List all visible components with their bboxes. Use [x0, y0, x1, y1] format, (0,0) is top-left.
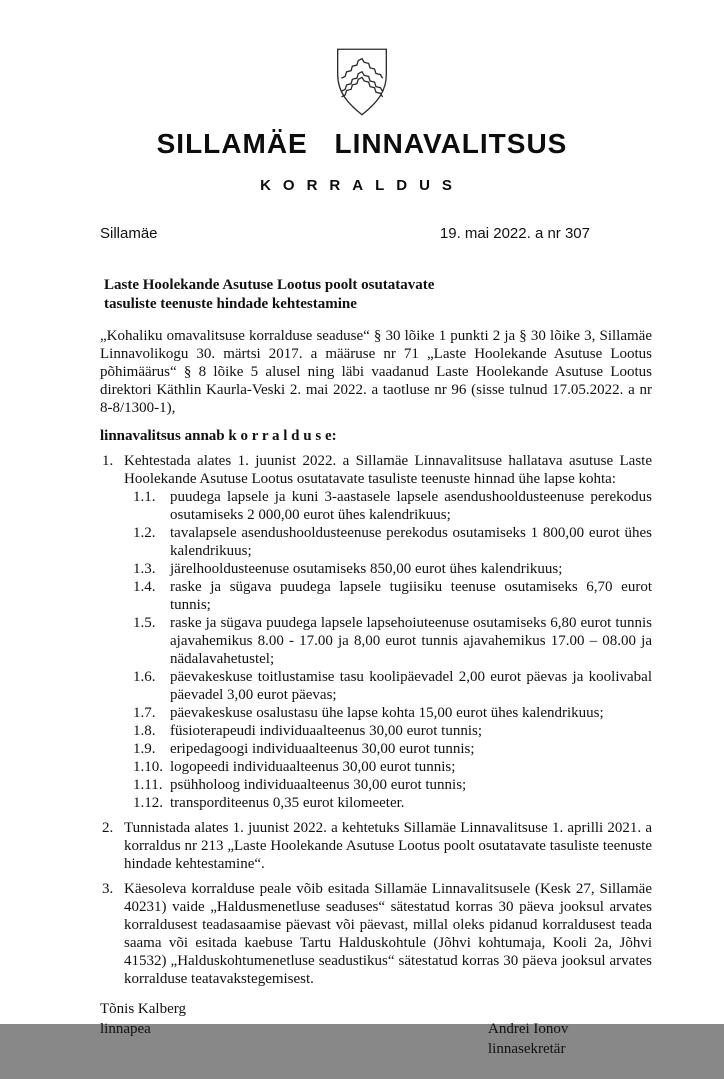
- subitem-text: päevakeskuse toitlustamise tasu koolipäevadel 2,00 eurot päevas ja koolivabal päevadel 3,00 eurot päevas;: [170, 669, 652, 703]
- subitem-number: 1.7.: [133, 705, 156, 721]
- signature-block: [100, 999, 652, 1079]
- preamble-paragraph: „Kohaliku omavalitsuse korralduse seaduse“ § 30 lõike 1 punkti 2 ja § 30 lõike 3, Sillamäe Linnavolikogu 30. märtsi 2017. a määruse nr 71 „Laste Hoolekande Asutuse Lootus põhimäärus“ § 8 lõike 5 alusel ning läbi vaadanud Laste Hoolekande Asutuse Lootus direktori Käthlin Kaurla-Veski 2. mai 2022. a taotluse nr 96 (sisse tulnud 17.05.2022. a nr 8-8/1300-1),: [100, 328, 652, 416]
- item-number: 1.: [102, 453, 114, 469]
- item-text: Tunnistada alates 1. juunist 2022. a kehtetuks Sillamäe Linnavalitsuse 1. aprilli 2021. a korraldus nr 213 „Laste Hoolekande Asutuse Lootus poolt osutatavate tasuliste teenuste hindade kehtestamine“.: [124, 820, 652, 872]
- subitem-number: 1.8.: [133, 723, 156, 739]
- subitem-number: 1.9.: [133, 741, 156, 757]
- subitem-number: 1.2.: [133, 525, 156, 541]
- subitem-text: puudega lapsele ja kuni 3-aastasele lapsele asendushooldusteenuse perekodus osutamiseks 2 000,00 eurot ühes kalendrikuus;: [170, 489, 652, 523]
- signer-name: Tõnis Kalberg: [100, 1001, 186, 1017]
- organization-title: SILLAMÄE LINNAVALITSUS: [156, 128, 568, 159]
- place-label: Sillamäe: [100, 225, 158, 242]
- subitem-number: 1.11.: [133, 777, 163, 793]
- list-subitem: [133, 578, 652, 614]
- subitem-number: 1.5.: [133, 615, 156, 631]
- list-subitem: [133, 794, 652, 812]
- place-date-row: [100, 225, 590, 243]
- list-item: [100, 452, 652, 488]
- item-body: [124, 880, 652, 988]
- subitem-number: 1.12.: [133, 795, 163, 811]
- list-subitem: [133, 776, 652, 794]
- list-subitem: [133, 722, 652, 740]
- list-subitem: [133, 740, 652, 758]
- item-text: Kehtestada alates 1. juunist 2022. a Sillamäe Linnavalitsuse hallatava asutuse Laste Hoolekande Asutuse Lootus osutatavate tasuliste teenuste hinnad ühe lapse kohta:: [124, 453, 652, 487]
- subitem-number: 1.10.: [133, 759, 163, 775]
- subitem-text: järelhooldusteenuse osutamiseks 850,00 eurot ühes kalendrikuus;: [170, 561, 563, 577]
- list-item: [100, 819, 652, 873]
- subitem-text: päevakeskuse osalustasu ühe lapse kohta 15,00 eurot ühes kalendrikuus;: [170, 705, 604, 721]
- signer-title: linnasekretär: [488, 1041, 566, 1057]
- list-item: [100, 880, 652, 988]
- subject-heading: Laste Hoolekande Asutuse Lootus poolt osutatavate tasuliste teenuste hindade kehtestamine: [104, 277, 435, 312]
- subitem-number: 1.6.: [133, 669, 156, 685]
- list-subitem: [133, 488, 652, 524]
- item-body: [124, 819, 652, 873]
- list-subitem: [133, 668, 652, 704]
- item-text: Käesoleva korralduse peale võib esitada Sillamäe Linnavalitsusele (Kesk 27, Sillamäe 40231) vaide „Haldusmenetluse seaduses“ sätestatud korras 30 päeva jooksul arvates korraldusest teadasaamise päevast või päevast, millal oleks pidanud korraldusest teada saama või esitada kaebuse Tartu Halduskohtule (Jõhvi kohtumaja, Kooli 2a, Jõhvi 41532) „Halduskohtumenetluse seadustikus“ sätestatud korras 30 päeva jooksul arvates korralduse teatavakstegemisest.: [124, 881, 652, 987]
- resolution-intro: linnavalitsus annab k o r r a l d u s e:: [100, 428, 337, 444]
- subitem-text: füsioterapeudi individuaalteenus 30,00 eurot tunnis;: [170, 723, 483, 739]
- item-body: [124, 452, 652, 488]
- subitem-text: raske ja sügava puudega lapsele tugiisiku teenuse osutamiseks 6,70 eurot tunnis;: [170, 579, 652, 613]
- signature-left: [100, 999, 186, 1039]
- subitem-text: logopeedi individuaalteenus 30,00 eurot tunnis;: [170, 759, 456, 775]
- signer-title: linnapea: [100, 1021, 151, 1037]
- list-subitem: [133, 524, 652, 560]
- subitem-number: 1.4.: [133, 579, 156, 595]
- city-coat-of-arms-icon: [333, 44, 391, 120]
- subitem-text: tavalapsele asendushooldusteenuse perekodus osutamiseks 1 800,00 eurot ühes kalendrikuus;: [170, 525, 652, 559]
- list-subitem: [133, 560, 652, 578]
- subitem-text: eripedagoogi individuaalteenus 30,00 eurot tunnis;: [170, 741, 475, 757]
- subitem-number: 1.1.: [133, 489, 156, 505]
- list-subitem: [133, 758, 652, 776]
- item-number: 2.: [102, 820, 114, 836]
- subitem-number: 1.3.: [133, 561, 156, 577]
- signature-right: [488, 1019, 568, 1059]
- signer-name: Andrei Ionov: [488, 1021, 569, 1037]
- list-subitem: [133, 614, 652, 668]
- subitem-text: psühholoog individuaalteenus 30,00 eurot tunnis;: [170, 777, 467, 793]
- date-number-label: 19. mai 2022. a nr 307: [439, 225, 590, 242]
- subitem-text: transporditeenus 0,35 eurot kilomeeter.: [170, 795, 405, 811]
- crest-container: [0, 0, 724, 125]
- document-type-heading: KORRALDUS: [260, 177, 464, 194]
- subitem-text: raske ja sügava puudega lapsele lapsehoiuteenuse osutamiseks 6,80 eurot tunnis ajavahemikus 8.00 - 17.00 ja 8,00 eurot tunnis ajavahemikus 17.00 – 08.00 ja nädalavahetustel;: [170, 615, 652, 667]
- item-number: 3.: [102, 881, 114, 897]
- order-items-list: [100, 452, 652, 988]
- list-subitem: [133, 704, 652, 722]
